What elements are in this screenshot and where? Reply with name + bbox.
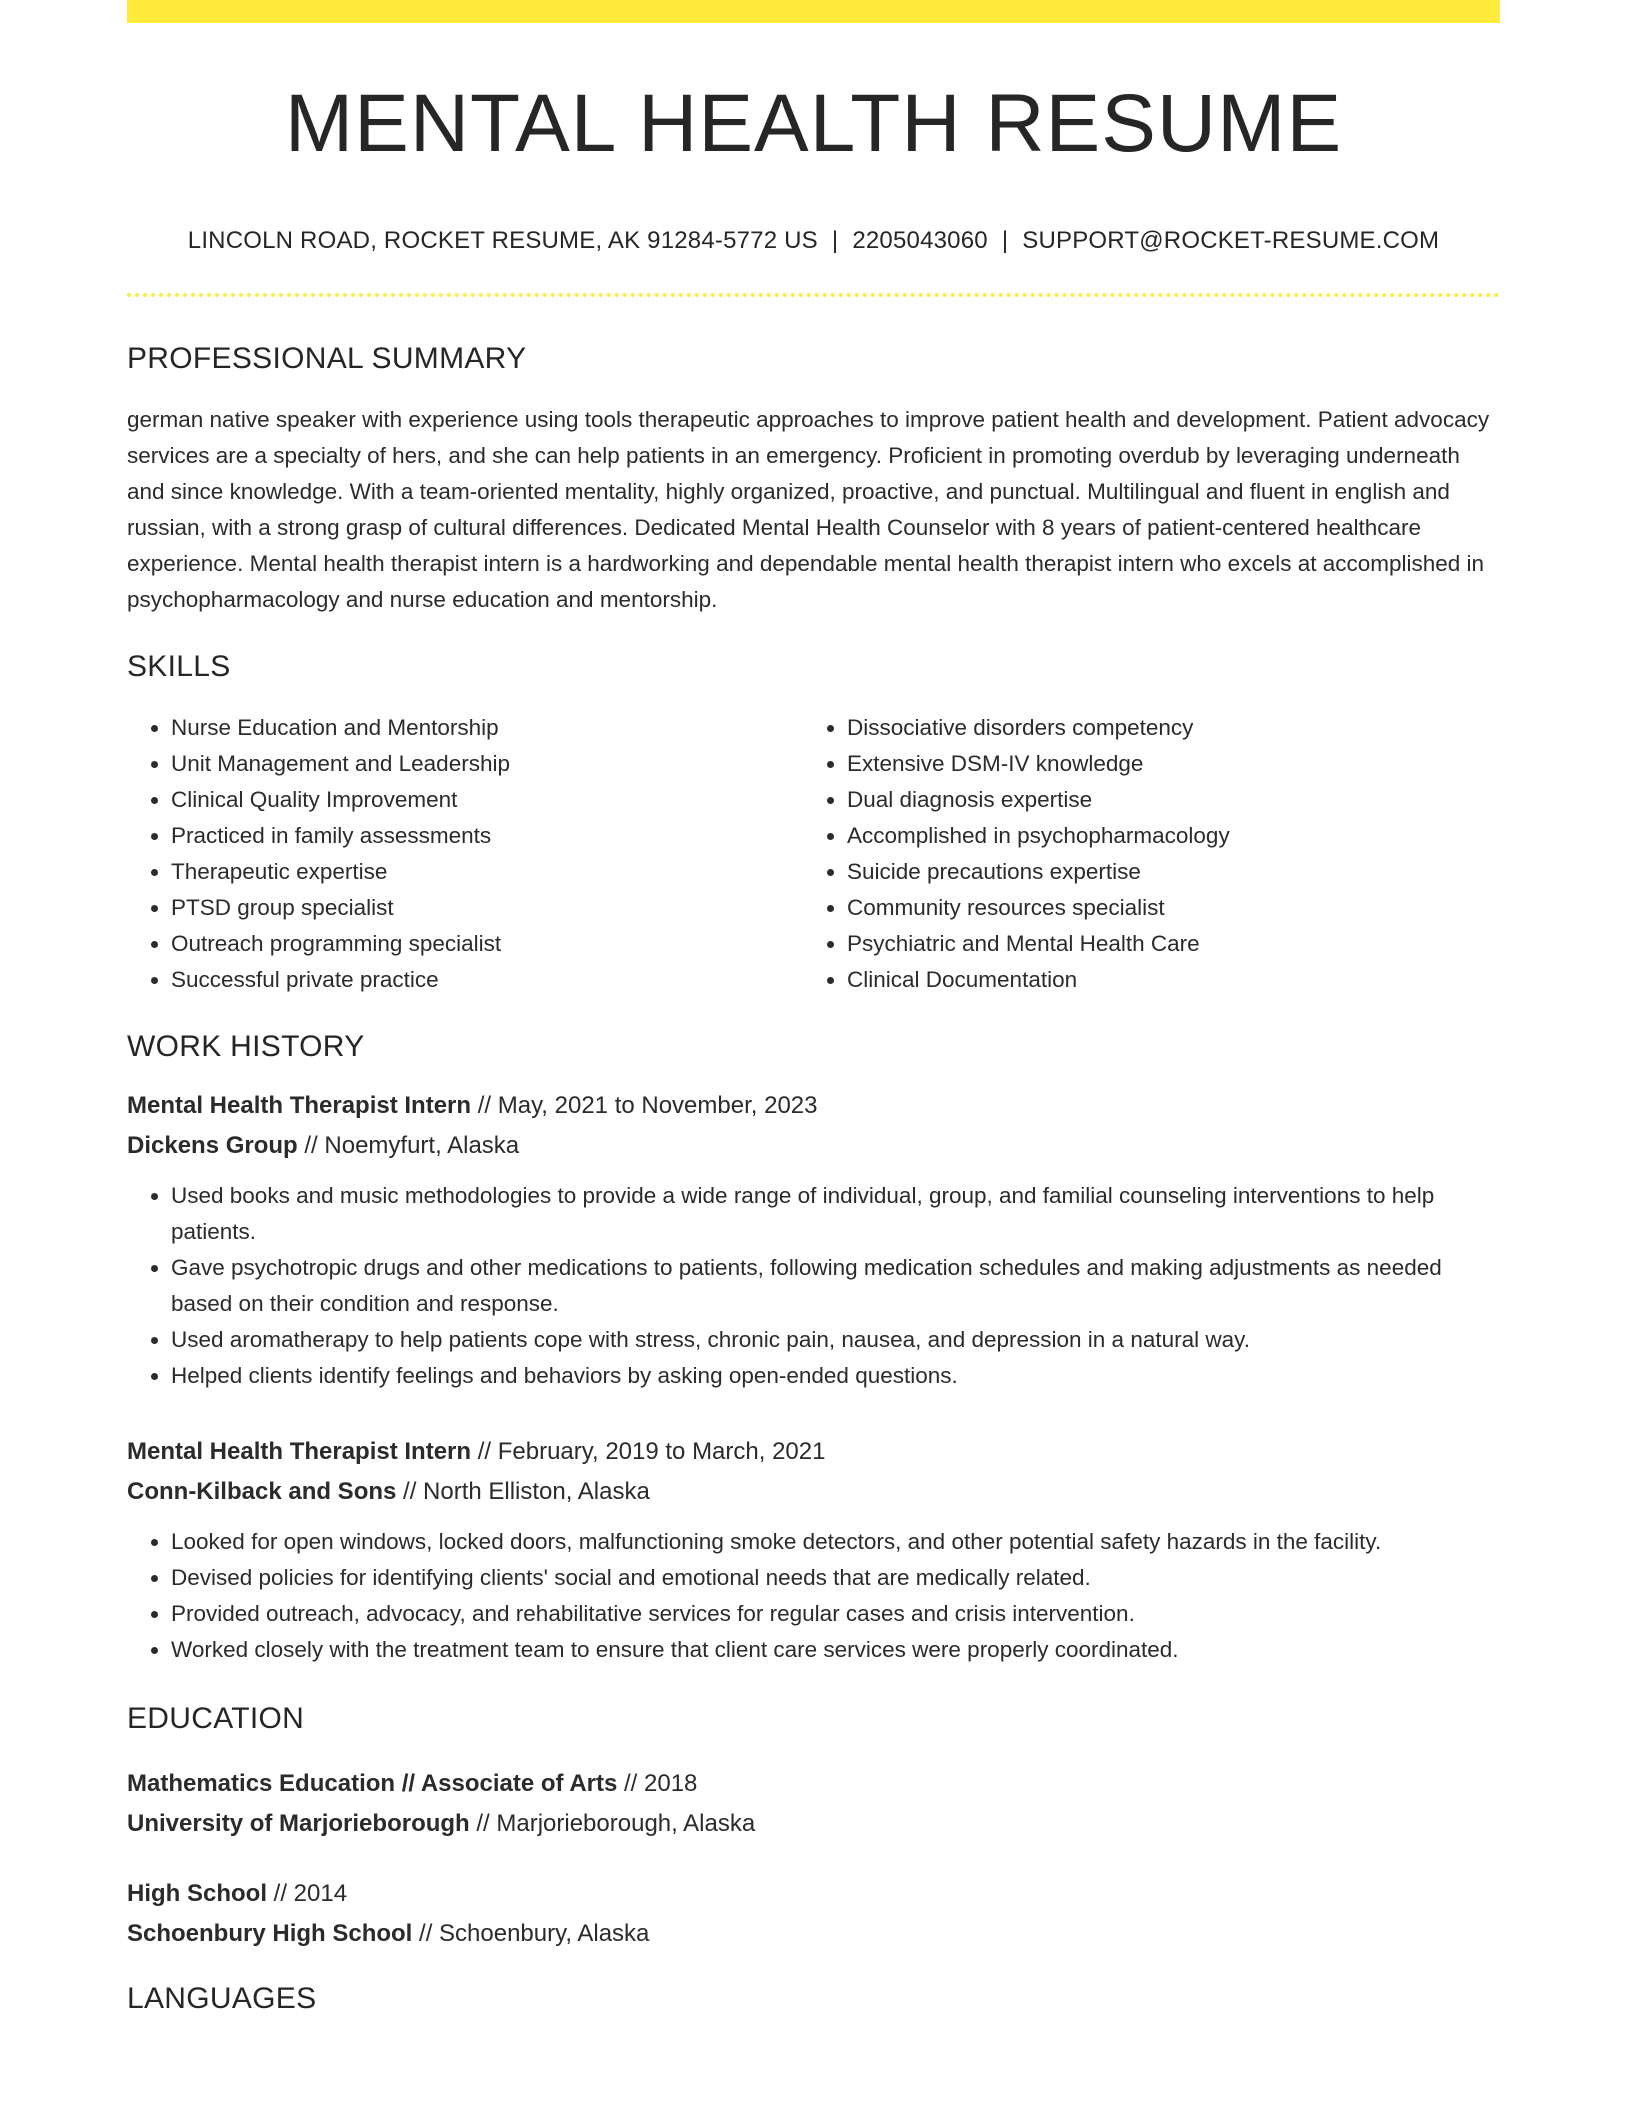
job-bullet: • Used aromatherapy to help patients cope with stress, chronic pain, nausea, and depression in a natural way.: [171, 1322, 1500, 1358]
education-entry: [127, 1874, 1500, 1954]
job-role-line: [127, 1086, 1500, 1126]
work-history-heading: WORK HISTORY: [127, 1030, 365, 1063]
job-role: Mental Health Therapist Intern: [127, 1438, 472, 1465]
job-location: // North Elliston, Alaska: [396, 1478, 650, 1505]
job-entry: [127, 1086, 1500, 1394]
summary-text: german native speaker with experience using tools therapeutic approaches to improve patient health and development. Patient advocacy services are a specialty of hers, and she can help patients in an emergency. Proficient in promoting overdub by leveraging underneath and since knowledge. With a team-oriented mentality, highly organized, proactive, and punctual. Multilingual and fluent in english and russian, with a strong grasp of cultural differences. Dedicated Mental Health Counselor with 8 years of patient-centered healthcare experience. Mental health therapist intern is a hardworking and dependable mental health therapist intern who excels at accomplished in psychopharmacology and nurse education and mentorship.: [127, 407, 1490, 612]
contact-separator: |: [831, 227, 839, 254]
education-school: University of Marjorieborough: [127, 1810, 470, 1837]
education-degree-line: [127, 1874, 1500, 1914]
job-dates: // February, 2019 to March, 2021: [471, 1438, 826, 1465]
job-bullet: • Used books and music methodologies to provide a wide range of individual, group, and familial counseling interventions to help patients.: [171, 1178, 1500, 1250]
education-degree: Mathematics Education // Associate of Arts: [127, 1770, 618, 1797]
skill-item: • Therapeutic expertise: [171, 854, 803, 890]
job-role: Mental Health Therapist Intern: [127, 1092, 472, 1119]
job-bullet: • Gave psychotropic drugs and other medications to patients, following medication schedules and making adjustments as needed based on their condition and response.: [171, 1250, 1500, 1322]
skill-item: • Community resources specialist: [847, 890, 1479, 926]
contact-phone: 2205043060: [852, 227, 988, 254]
top-accent-bar: [127, 0, 1500, 23]
job-bullet: • Helped clients identify feelings and behaviors by asking open-ended questions.: [171, 1358, 1500, 1394]
job-role-line: [127, 1432, 1500, 1472]
skill-item: • Unit Management and Leadership: [171, 746, 803, 782]
education-entry: [127, 1764, 1500, 1844]
contact-email[interactable]: SUPPORT@ROCKET-RESUME.COM: [1022, 227, 1440, 254]
job-bullet: • Provided outreach, advocacy, and rehabilitative services for regular cases and crisis intervention.: [171, 1596, 1500, 1632]
education-school-line: [127, 1804, 1500, 1844]
summary-heading: PROFESSIONAL SUMMARY: [127, 342, 527, 375]
education-location: // Schoenbury, Alaska: [412, 1920, 650, 1947]
job-bullets: [127, 1178, 1500, 1394]
job-bullets: [127, 1524, 1500, 1668]
job-bullet: • Looked for open windows, locked doors, malfunctioning smoke detectors, and other potential safety hazards in the facility.: [171, 1524, 1500, 1560]
job-company: Conn-Kilback and Sons: [127, 1478, 397, 1505]
skills-heading: SKILLS: [127, 650, 231, 683]
skill-item: • PTSD group specialist: [171, 890, 803, 926]
skill-item: • Dual diagnosis expertise: [847, 782, 1479, 818]
education-heading: EDUCATION: [127, 1702, 305, 1735]
skill-item: • Clinical Documentation: [847, 962, 1479, 998]
skill-item: • Psychiatric and Mental Health Care: [847, 926, 1479, 962]
dotted-divider: [127, 293, 1500, 297]
education-location: // Marjorieborough, Alaska: [469, 1810, 756, 1837]
skills-column-right: [803, 710, 1479, 998]
skills-column-left: [127, 710, 803, 998]
job-bullet: • Devised policies for identifying clients' social and emotional needs that are medically related.: [171, 1560, 1500, 1596]
education-school: Schoenbury High School: [127, 1920, 413, 1947]
job-bullet: • Worked closely with the treatment team to ensure that client care services were properly coordinated.: [171, 1632, 1500, 1668]
job-entry: [127, 1432, 1500, 1668]
education-year: // 2014: [267, 1880, 348, 1907]
contact-line: [127, 227, 1500, 255]
skill-item: • Accomplished in psychopharmacology: [847, 818, 1479, 854]
contact-address: LINCOLN ROAD, ROCKET RESUME, AK 91284-5772 US: [187, 227, 818, 254]
skill-item: • Successful private practice: [171, 962, 803, 998]
skill-item: • Dissociative disorders competency: [847, 710, 1479, 746]
skill-item: • Clinical Quality Improvement: [171, 782, 803, 818]
resume-page: [127, 0, 1500, 2016]
skill-item: • Extensive DSM-IV knowledge: [847, 746, 1479, 782]
skill-item: • Suicide precautions expertise: [847, 854, 1479, 890]
job-company-line: [127, 1472, 1500, 1512]
skill-item: • Outreach programming specialist: [171, 926, 803, 962]
job-location: // Noemyfurt, Alaska: [297, 1132, 520, 1159]
job-company: Dickens Group: [127, 1132, 298, 1159]
languages-heading: LANGUAGES: [127, 1982, 317, 2015]
job-company-line: [127, 1126, 1500, 1166]
education-degree: High School: [127, 1880, 267, 1907]
skills-list: [127, 710, 1500, 998]
skill-item: • Practiced in family assessments: [171, 818, 803, 854]
job-dates: // May, 2021 to November, 2023: [471, 1092, 818, 1119]
education-school-line: [127, 1914, 1500, 1954]
contact-separator: |: [1001, 227, 1009, 254]
resume-title: MENTAL HEALTH RESUME: [284, 78, 1343, 169]
skill-item: • Nurse Education and Mentorship: [171, 710, 803, 746]
education-year: // 2018: [617, 1770, 698, 1797]
education-degree-line: [127, 1764, 1500, 1804]
